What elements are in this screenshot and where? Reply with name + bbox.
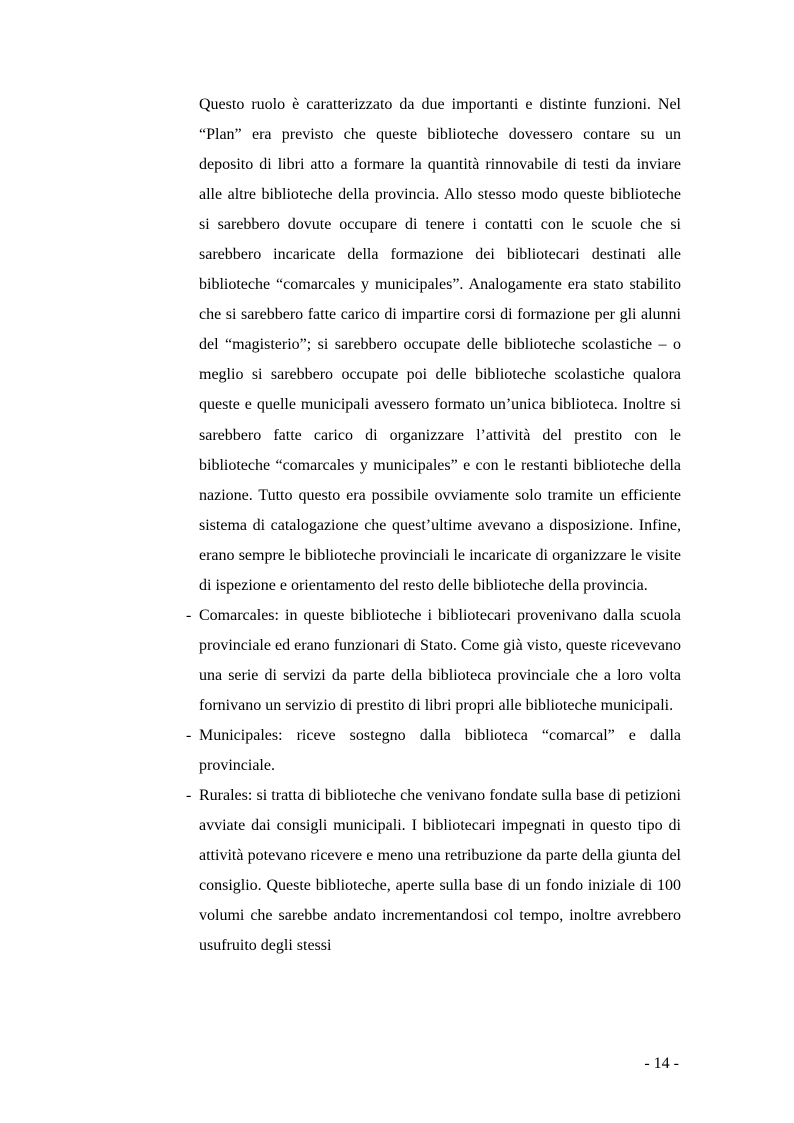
list-item-text: Municipales: riceve sostegno dalla biblioteca “comarcal” e dalla provinciale. [199,726,681,775]
page-number: - 14 - [644,1055,679,1072]
list-marker: - [186,787,192,805]
list-item-rurales [186,781,681,961]
intro-paragraph: Questo ruolo è caratterizzato da due importanti e distinte funzioni. Nel “Plan” era previsto che queste biblioteche dovessero contare su un deposito di libri atto a formare la quantità rinnovabile di testi da inviare alle altre biblioteche della provincia. Allo stesso modo queste biblioteche si sarebbero dovute occupare di tenere i contatti con le scuole che si sarebbero incaricate della formazione dei bibliotecari destinati alle biblioteche “comarcales y municipales”. Analogamente era stato stabilito che si sarebbero fatte carico di impartire corsi di formazione per gli alunni del “magisterio”; si sarebbero occupate delle biblioteche scolastiche – o meglio si sarebbero occupate poi delle biblioteche scolastiche qualora queste e quelle municipali avessero formato un’unica biblioteca. Inoltre si sarebbero fatte carico di organizzare l’attività del prestito con le biblioteche “comarcales y municipales” e con le restanti biblioteche della nazione. Tutto questo era possibile ovviamente solo tramite un efficiente sistema di catalogazione che quest’ultime avevano a disposizione. Infine, erano sempre le biblioteche provinciali le incaricate di organizzare le visite di ispezione e orientamento del resto delle biblioteche della provincia. [199,96,681,594]
list-marker: - [186,726,192,744]
list-item-text: Rurales: si tratta di biblioteche che venivano fondate sulla base di petizioni avviate dai consigli municipali. I bibliotecari impegnati in questo tipo di attività potevano ricevere e meno una retribuzione da parte della giunta del consiglio. Queste biblioteche, aperte sulla base di un fondo iniziale di 100 volumi che sarebbe andato incrementandosi col tempo, inoltre avrebbero usufruito degli stessi [199,787,681,955]
list-item-municipales [186,721,681,781]
body-text [186,90,681,961]
list-item-text: Comarcales: in queste biblioteche i bibliotecari provenivano dalla scuola provinciale ed erano funzionari di Stato. Come già visto, queste ricevevano una serie di servizi da parte della biblioteca provinciale che a loro volta fornivano un servizio di prestito di libri propri alle biblioteche municipali. [199,606,681,714]
list-item-comarcales [186,601,681,721]
list-marker: - [186,606,192,624]
